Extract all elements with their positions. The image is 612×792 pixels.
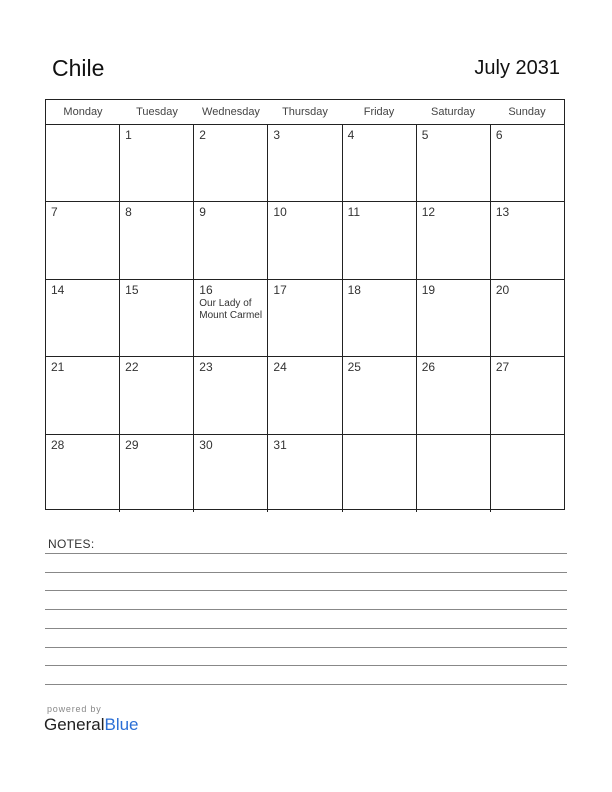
day-cell: [491, 435, 564, 512]
day-cell: [491, 357, 564, 433]
day-number: 1: [125, 128, 132, 142]
day-cell: [120, 435, 194, 512]
day-number: 14: [51, 282, 65, 297]
day-cell: [491, 280, 564, 356]
weekday-label: Tuesday: [136, 106, 178, 118]
day-cell: [268, 435, 342, 512]
day-number: 21: [51, 360, 65, 375]
notes-line: [45, 572, 567, 573]
day-number: 15: [125, 282, 139, 297]
day-cell: [120, 357, 194, 433]
day-cell: [417, 125, 491, 201]
weekday-label: Wednesday: [202, 106, 260, 118]
day-number: 25: [347, 360, 361, 375]
weekday-label: Sunday: [508, 106, 546, 118]
day-cell: [120, 202, 194, 278]
day-cell: [46, 125, 120, 201]
day-number: 18: [347, 282, 361, 297]
day-number: 17: [273, 282, 287, 297]
day-number: 27: [495, 360, 510, 375]
day-number: 29: [125, 437, 139, 452]
day-cell: [120, 280, 194, 356]
day-cell: [194, 202, 268, 278]
day-cell: [343, 435, 417, 512]
weekday-label: Friday: [363, 106, 395, 118]
day-number: 28: [51, 437, 65, 452]
day-cell: [417, 280, 491, 356]
day-cell: [343, 125, 417, 201]
weekday-label: Monday: [63, 106, 103, 118]
day-cell: [491, 202, 564, 278]
day-number: 8: [125, 205, 132, 220]
logo-general: General: [44, 715, 105, 734]
calendar-grid: [45, 99, 565, 510]
notes-line: [45, 590, 567, 591]
notes-line: [45, 684, 567, 685]
day-number: 11: [347, 205, 361, 220]
day-number: 30: [199, 437, 213, 452]
day-cell: [268, 202, 342, 278]
notes-line: [45, 609, 567, 610]
day-cell: [268, 357, 342, 433]
day-number: 3: [273, 128, 281, 142]
day-cell: [268, 125, 342, 201]
weekday-label: Saturday: [430, 106, 476, 118]
day-number: 26: [421, 360, 436, 375]
day-cell: [268, 280, 342, 356]
week-row: [46, 435, 564, 512]
week-row: [46, 125, 564, 202]
day-number: 9: [199, 205, 206, 220]
day-cell: [46, 280, 120, 356]
day-number: 12: [421, 205, 436, 220]
notes-line: [45, 553, 567, 554]
day-number: 5: [421, 128, 429, 142]
day-cell: [120, 125, 194, 201]
day-number: 16: [199, 282, 213, 297]
day-number: 24: [273, 360, 287, 375]
day-number: 31: [273, 437, 287, 452]
notes-line: [45, 647, 567, 648]
weekday-label: Thursday: [282, 106, 328, 118]
day-cell: [417, 357, 491, 433]
day-cell: [417, 202, 491, 278]
day-number: 4: [347, 128, 355, 142]
day-number: 20: [495, 282, 510, 297]
week-row: [46, 280, 564, 357]
day-number: 19: [421, 282, 436, 297]
month-title: July 2031: [474, 57, 560, 79]
brand-footer: [44, 704, 139, 735]
day-cell: [343, 357, 417, 433]
powered-by-text: powered by: [47, 704, 102, 714]
notes-line: [45, 628, 567, 629]
generalblue-logo: [44, 715, 139, 735]
day-cell: [46, 357, 120, 433]
day-number: 13: [495, 205, 510, 220]
day-cell: [491, 125, 564, 201]
logo-blue: Blue: [104, 715, 139, 734]
day-number: 10: [273, 205, 287, 220]
day-cell: [194, 357, 268, 433]
day-cell: [194, 125, 268, 201]
country-title: Chile: [52, 55, 105, 81]
day-number: 23: [199, 360, 213, 375]
day-cell: [46, 435, 120, 512]
holiday-label: Our Lady of Mount Carmel: [199, 297, 263, 321]
day-cell: [343, 202, 417, 278]
week-row: [46, 357, 564, 434]
notes-label: NOTES:: [48, 537, 95, 551]
day-number: 22: [125, 360, 139, 375]
day-number: 7: [51, 205, 58, 220]
day-cell: [194, 280, 268, 356]
day-cell: [46, 202, 120, 278]
notes-line: [45, 665, 567, 666]
weekday-header: [46, 100, 564, 125]
day-cell: [417, 435, 491, 512]
week-row: [46, 202, 564, 279]
day-cell: [343, 280, 417, 356]
day-cell: [194, 435, 268, 512]
day-number: 2: [199, 128, 206, 142]
day-number: 6: [495, 128, 503, 142]
